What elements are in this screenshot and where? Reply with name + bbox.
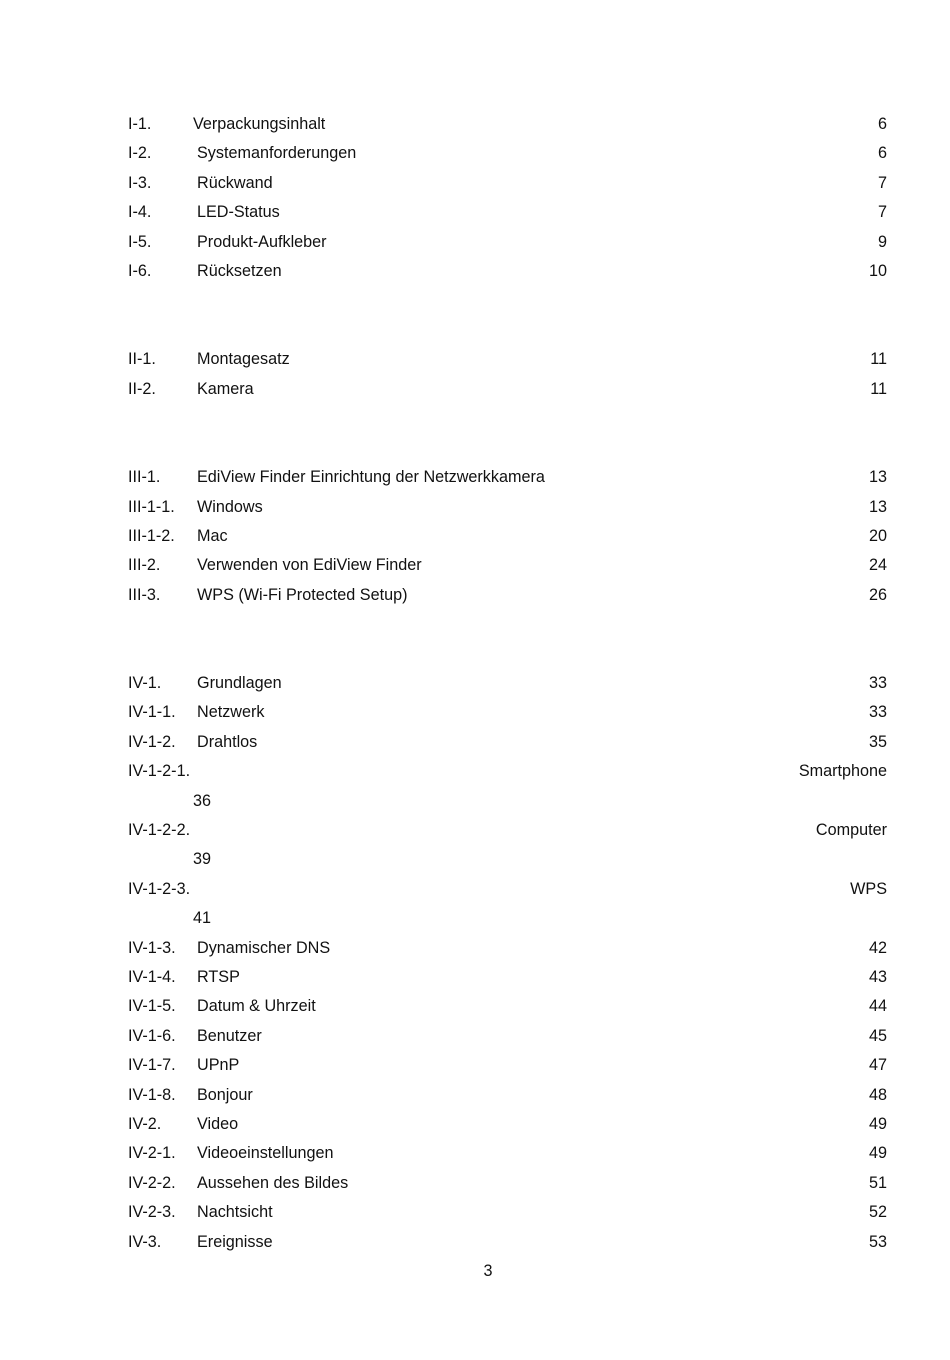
toc-entry-page: 49 [868, 1144, 887, 1163]
toc-entry-number: IV-1-3. [128, 938, 176, 957]
toc-entry-page: 52 [868, 1203, 887, 1222]
toc-entry-page-wrapped: 39 [193, 850, 212, 869]
toc-entry[interactable] [128, 228, 887, 257]
toc-entry-title: UPnP [197, 1056, 240, 1075]
toc-entry[interactable] [128, 669, 887, 698]
toc-entry-title: WPS [850, 879, 887, 898]
toc-entry-title: Drahtlos [197, 732, 258, 751]
toc-entry[interactable] [128, 522, 887, 551]
toc-entry-page: 7 [877, 173, 887, 192]
toc-entry-number: III-1-2. [128, 526, 175, 545]
toc-entry-title: Windows [197, 497, 263, 516]
toc-entry-page: 51 [868, 1173, 887, 1192]
toc-section-3 [128, 463, 887, 610]
toc-entry-title: Rückwand [197, 173, 273, 192]
toc-entry-number: I-1. [128, 115, 152, 133]
toc-entry-title: Datum & Uhrzeit [197, 997, 316, 1016]
toc-entry[interactable] [128, 934, 887, 963]
toc-entry-title: Mac [197, 526, 228, 545]
toc-entry-page: 44 [868, 997, 887, 1016]
toc-entry-page: 47 [868, 1056, 887, 1075]
toc-entry-page: 26 [868, 585, 887, 604]
toc-entry-number: III-2. [128, 556, 161, 575]
toc-entry[interactable] [128, 1169, 887, 1198]
toc-entry[interactable] [128, 139, 887, 168]
toc-entry-page: 24 [868, 556, 887, 575]
toc-entry[interactable] [128, 110, 887, 139]
toc-entry-number: IV-1-7. [128, 1056, 176, 1075]
toc-entry-page: 45 [868, 1026, 887, 1045]
toc-section-4 [128, 669, 887, 1257]
toc-entry[interactable] [128, 1022, 887, 1051]
toc-entry-page: 10 [868, 261, 887, 280]
toc-entry-page: 33 [868, 703, 887, 722]
toc-entry-number: IV-1-4. [128, 967, 176, 986]
toc-entry-title: Verwenden von EdiView Finder [197, 556, 422, 575]
toc-entry-number: III-1-1. [128, 497, 175, 516]
table-of-contents [128, 110, 887, 1257]
toc-entry-number: IV-2. [128, 1114, 162, 1133]
toc-entry-title: Computer [815, 821, 887, 840]
toc-entry[interactable] [128, 728, 887, 757]
toc-entry-number: IV-1-1. [128, 703, 176, 722]
toc-entry-title: Bonjour [197, 1085, 253, 1104]
toc-entry-page: 49 [868, 1114, 887, 1133]
toc-entry-number: IV-1-2-3. [128, 879, 191, 898]
toc-entry-title: Ereignisse [197, 1232, 273, 1251]
toc-entry-title: Montagesatz [197, 350, 290, 369]
toc-entry-number: I-5. [128, 232, 152, 251]
toc-entry-number: III-1. [128, 468, 161, 487]
toc-entry-number: IV-1-6. [128, 1026, 176, 1045]
toc-entry-page: 20 [868, 526, 887, 545]
toc-entry-page-wrapped: 36 [193, 791, 212, 810]
toc-entry-wrapped[interactable] [128, 816, 887, 845]
toc-entry[interactable] [128, 551, 887, 580]
toc-entry-page: 43 [868, 967, 887, 986]
toc-entry-number: IV-1. [128, 674, 162, 693]
toc-entry-page: 9 [877, 232, 887, 251]
page-number: 3 [483, 1262, 493, 1280]
toc-entry[interactable] [128, 375, 887, 404]
toc-entry[interactable] [128, 345, 887, 374]
toc-entry-title: Verpackungsinhalt [193, 115, 326, 133]
toc-entry-page: 6 [877, 144, 887, 163]
toc-entry[interactable] [128, 169, 887, 198]
toc-entry-title: Video [197, 1114, 239, 1133]
toc-entry-number: IV-1-5. [128, 997, 176, 1016]
toc-entry-title: Systemanforderungen [197, 144, 357, 163]
toc-entry-number: IV-2-3. [128, 1203, 176, 1222]
toc-entry-title: Dynamischer DNS [197, 938, 331, 957]
toc-entry-title: Rücksetzen [197, 261, 282, 280]
toc-entry[interactable] [128, 463, 887, 492]
toc-entry-number: IV-2-1. [128, 1144, 176, 1163]
toc-entry-number: IV-3. [128, 1232, 162, 1251]
toc-entry-title: Grundlagen [197, 674, 282, 693]
toc-entry-number: IV-1-2. [128, 732, 176, 751]
toc-entry-title: Smartphone [798, 762, 887, 781]
toc-entry-number: IV-2-2. [128, 1173, 176, 1192]
toc-entry-title: Produkt-Aufkleber [197, 232, 327, 251]
toc-entry[interactable] [128, 1228, 887, 1257]
toc-entry-title: Netzwerk [197, 703, 265, 722]
toc-entry-number: I-2. [128, 144, 152, 163]
toc-entry[interactable] [128, 1051, 887, 1080]
toc-entry-page: 13 [868, 497, 887, 516]
toc-entry-page: 11 [870, 379, 887, 398]
toc-entry-number: I-4. [128, 203, 152, 222]
toc-entry[interactable] [128, 992, 887, 1021]
toc-entry[interactable] [128, 257, 887, 286]
toc-entry-number: I-6. [128, 261, 152, 280]
toc-entry[interactable] [128, 963, 887, 992]
toc-entry-title: Aussehen des Bildes [197, 1173, 349, 1192]
toc-entry-title: Kamera [197, 379, 254, 398]
toc-entry-number: IV-1-2-2. [128, 821, 191, 840]
toc-section-2 [128, 345, 887, 404]
toc-entry-page: 11 [870, 350, 887, 369]
toc-entry-page: 13 [868, 468, 887, 487]
toc-entry-page-wrapped: 41 [193, 909, 212, 928]
toc-entry-number: I-3. [128, 173, 152, 192]
toc-entry-title: EdiView Finder Einrichtung der Netzwerkkamera [197, 468, 545, 487]
toc-entry-title: Nachtsicht [197, 1203, 273, 1222]
toc-entry-number: II-2. [128, 379, 156, 398]
toc-entry-title: Videoeinstellungen [197, 1144, 334, 1163]
toc-entry[interactable] [128, 1139, 887, 1168]
toc-entry-wrapped[interactable] [128, 875, 887, 904]
toc-entry-title: RTSP [197, 967, 240, 986]
toc-entry-page: 53 [868, 1232, 887, 1251]
toc-entry-page: 42 [868, 938, 887, 957]
toc-entry-title: Benutzer [197, 1026, 262, 1045]
toc-entry[interactable] [128, 493, 887, 522]
toc-entry-page: 33 [868, 674, 887, 693]
toc-entry-page: 7 [877, 203, 887, 222]
toc-entry-page: 35 [868, 732, 887, 751]
toc-section-1 [128, 110, 887, 286]
toc-entry-page: 6 [877, 115, 887, 133]
toc-entry-number: IV-1-8. [128, 1085, 176, 1104]
toc-entry[interactable] [128, 581, 887, 610]
toc-entry[interactable] [128, 1198, 887, 1227]
toc-entry-number: IV-1-2-1. [128, 762, 191, 781]
toc-entry-page: 48 [868, 1085, 887, 1104]
toc-entry-number: III-3. [128, 585, 161, 604]
toc-entry-title: WPS (Wi-Fi Protected Setup) [197, 585, 408, 604]
toc-entry-title: LED-Status [197, 203, 280, 222]
toc-entry-number: II-1. [128, 350, 156, 369]
toc-entry[interactable] [128, 1081, 887, 1110]
toc-entry[interactable] [128, 198, 887, 227]
toc-entry[interactable] [128, 1110, 887, 1139]
toc-entry[interactable] [128, 698, 887, 727]
toc-entry-wrapped[interactable] [128, 757, 887, 786]
